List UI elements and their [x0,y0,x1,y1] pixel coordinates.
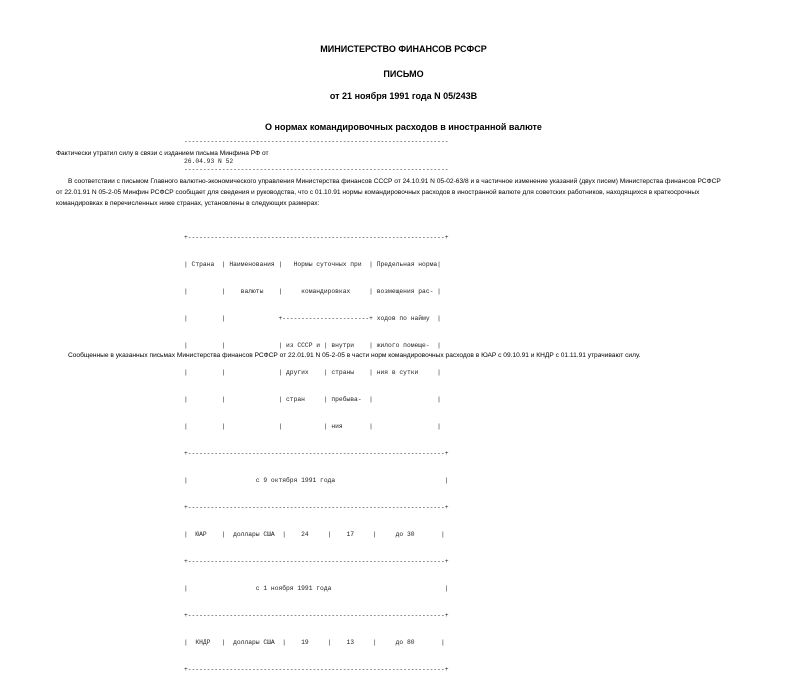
document-date-number: от 21 ноября 1991 года N 05/243В [329,91,478,101]
status-rule-top: ---------------------------------------------------------------------- [184,138,449,145]
status-reference: 26.04.93 N 52 [184,158,234,165]
status-rule-bottom: ---------------------------------------------------------------------- [184,166,449,173]
table-line: | | | из СССР и | внутри | жилого помеще- | [184,342,441,349]
ministry-heading: МИНИСТЕРСТВО ФИНАНСОВ РСФСР [320,44,487,54]
table-line: +--------------------------------------------------------------------+ [184,666,449,673]
status-note: Фактически утратил силу в связи с изданием письма Минфина РФ от [56,150,269,157]
table-line: | | валюты | командировках | возмещения рас- | [184,288,441,295]
paragraph-1-line-2: от 22.01.91 N 05-2-05 Минфин РСФСР сообщает для сведения и руководства, что с 01.10.91 нормы командировочных расходов в иностранной валюте для советских работников, находящихся в краткосрочных [56,189,700,196]
document-type: ПИСЬМО [383,69,424,79]
table-line: | | | стран | пребыва- | | [184,396,441,403]
table-line: +--------------------------------------------------------------------+ [184,504,449,511]
paragraph-1-line-3: командировках в перечисленных ниже странах, установлены в следующих размерах: [56,200,320,207]
table-line: | Страна | Наименования | Нормы суточных при | Предельная норма| [184,261,441,268]
table-line: +--------------------------------------------------------------------+ [184,450,449,457]
rates-table [184,215,449,683]
table-line: +--------------------------------------------------------------------+ [184,612,449,619]
document-subject: О нормах командировочных расходов в иностранной валюте [265,122,542,132]
table-line: | | +-----------------------+ ходов по найму | [184,315,441,322]
table-line: +--------------------------------------------------------------------+ [184,558,449,565]
table-line: | КНДР | доллары США | 19 | 13 | до 80 | [184,639,445,646]
table-line: +--------------------------------------------------------------------+ [184,234,449,241]
table-line: | с 1 ноября 1991 года | [184,585,449,592]
table-line: | | | других | страны | ния в сутки | [184,369,441,376]
table-line: | с 9 октября 1991 года | [184,477,449,484]
table-line: | ЮАР | доллары США | 24 | 17 | до 30 | [184,531,445,538]
paragraph-2: Сообщенные в указанных письмах Министерства финансов РСФСР от 22.01.91 N 05-2-05 в части норм командировочных расходов в ЮАР с 09.10.91 и КНДР с 01.11.91 утрачивают силу. [68,352,641,359]
paragraph-1-line-1: В соответствии с письмом Главного валютно-экономического управления Министерства финансов СССР от 24.10.91 N 05-02-63/8 и в частичное изменение указаний (двух писем) Министерства финансов РСФСР [68,178,721,185]
table-line: | | | | ния | | [184,423,441,430]
